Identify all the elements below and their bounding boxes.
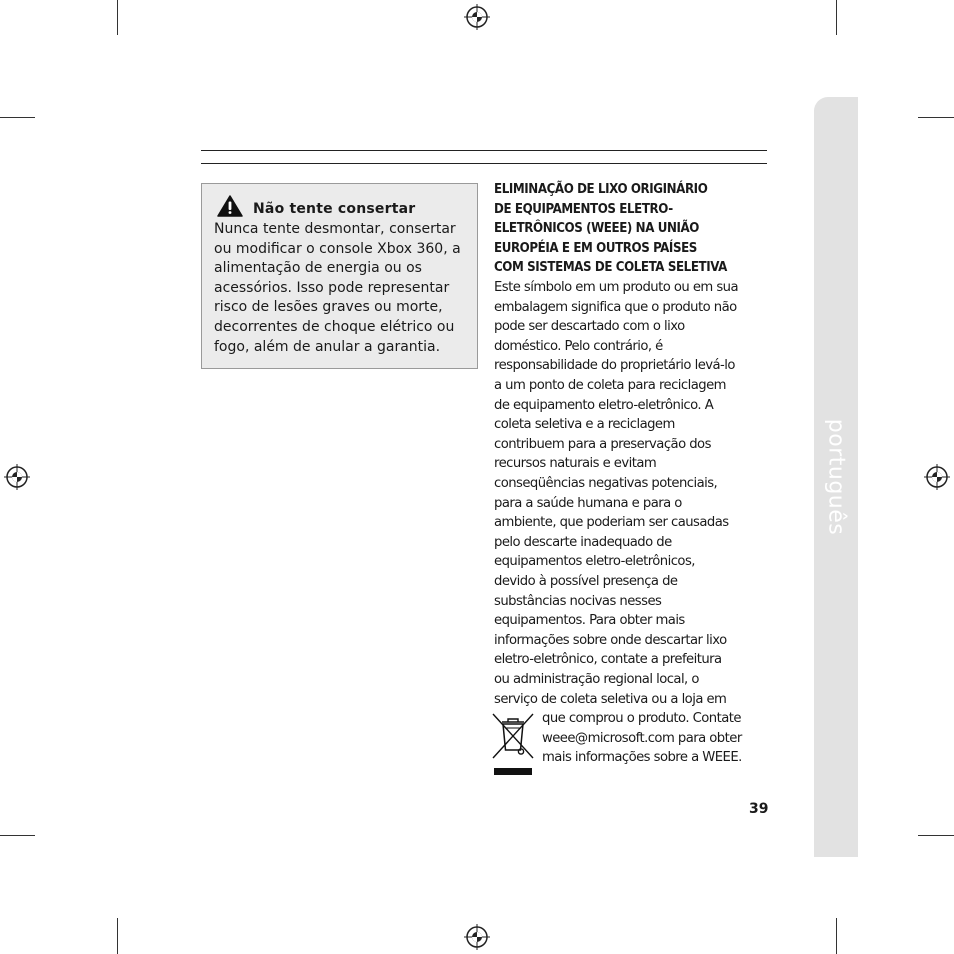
weee-body-line: devido à possível presença de xyxy=(494,574,678,589)
weee-body-line: embalagem significa que o produto não xyxy=(494,299,737,315)
weee-body-line: pelo descarte inadequado de xyxy=(494,534,672,550)
crop-mark-bottom-right-v xyxy=(836,918,837,954)
registration-crosshair-icon xyxy=(4,464,30,490)
weee-body-line: recursos naturais e evitam xyxy=(494,456,657,472)
weee-heading-line: DE EQUIPAMENTOS ELETRO- xyxy=(494,201,673,217)
crop-mark-top-right-v xyxy=(836,0,837,35)
warning-box xyxy=(201,183,478,369)
weee-body-line: eletro-eletrônico, contate a prefeitura xyxy=(494,652,722,668)
crossed-out-wheelie-bin-icon xyxy=(492,712,534,778)
warning-title: Não tente consertar xyxy=(253,201,416,217)
weee-heading-line: COM SISTEMAS DE COLETA SELETIVA xyxy=(494,260,727,276)
warning-body xyxy=(214,220,476,357)
weee-body-line: mais informações sobre a WEEE. xyxy=(542,750,742,766)
warning-line: alimentação de energia ou os xyxy=(214,260,422,277)
warning-triangle-icon xyxy=(217,195,243,217)
weee-body-line: weee@microsoft.com para obter xyxy=(542,730,742,746)
warning-line: fogo, além de anular a garantia. xyxy=(214,338,441,355)
weee-body-line: de equipamento eletro-eletrônico. A xyxy=(494,397,714,413)
weee-body-line: para a saúde humana e para o xyxy=(494,495,682,511)
weee-heading xyxy=(494,180,779,278)
warning-line: acessórios. Isso pode representar xyxy=(214,279,450,296)
header-rule-bottom xyxy=(201,163,767,164)
crop-mark-top-right-h xyxy=(918,117,954,118)
crop-mark-top-left-h xyxy=(0,117,35,118)
weee-body-line: conseqüências negativas potenciais, xyxy=(494,476,718,491)
warning-line: Nunca tente desmontar, consertar xyxy=(214,221,456,237)
weee-body-line: coleta seletiva e a reciclagem xyxy=(494,417,675,433)
weee-body-line: pode ser descartado com o lixo xyxy=(494,319,685,335)
weee-body-line: informações sobre onde descartar lixo xyxy=(494,632,727,648)
crop-mark-bottom-right-h xyxy=(918,835,954,836)
crop-mark-bottom-left-v xyxy=(117,918,118,954)
language-tab-label: português xyxy=(823,418,849,536)
crop-mark-bottom-left-h xyxy=(0,835,35,836)
weee-body-line: substâncias nocivas nesses xyxy=(494,593,662,609)
warning-line: ou modificar o console Xbox 360, a xyxy=(214,240,461,257)
header-rule-top xyxy=(201,150,767,151)
weee-body-line: a um ponto de coleta para reciclagem xyxy=(494,378,726,393)
weee-body-line: serviço de coleta seletiva ou a loja em xyxy=(494,691,727,707)
weee-body-line: ambiente, que poderiam ser causadas xyxy=(494,515,729,531)
weee-body-line: ou administração regional local, o xyxy=(494,672,699,687)
page-number: 39 xyxy=(749,801,769,817)
weee-body-line: responsabilidade do proprietário levá-lo xyxy=(494,358,735,374)
weee-heading-line: EUROPÉIA E EM OUTROS PAÍSES xyxy=(494,240,697,256)
weee-body-line: que comprou o produto. Contate xyxy=(542,711,741,727)
registration-crosshair-icon xyxy=(464,4,490,30)
weee-body-line: Este símbolo em um produto ou em sua xyxy=(494,280,738,295)
warning-line: decorrentes de choque elétrico ou xyxy=(214,318,455,335)
weee-heading-line: ELIMINAÇÃO DE LIXO ORIGINÁRIO xyxy=(494,182,708,197)
weee-body-line: doméstico. Pelo contrário, é xyxy=(494,338,663,354)
crop-mark-top-left-v xyxy=(117,0,118,35)
weee-body-line: equipamentos eletro-eletrônicos, xyxy=(494,554,695,570)
warning-line: risco de lesões graves ou morte, xyxy=(214,299,443,316)
weee-body-line: equipamentos. Para obter mais xyxy=(494,613,685,629)
weee-heading-line: ELETRÔNICOS (WEEE) NA UNIÃO xyxy=(494,221,699,237)
weee-body-line: contribuem para a preservação dos xyxy=(494,436,711,452)
registration-crosshair-icon xyxy=(464,924,490,950)
registration-crosshair-icon xyxy=(924,464,950,490)
